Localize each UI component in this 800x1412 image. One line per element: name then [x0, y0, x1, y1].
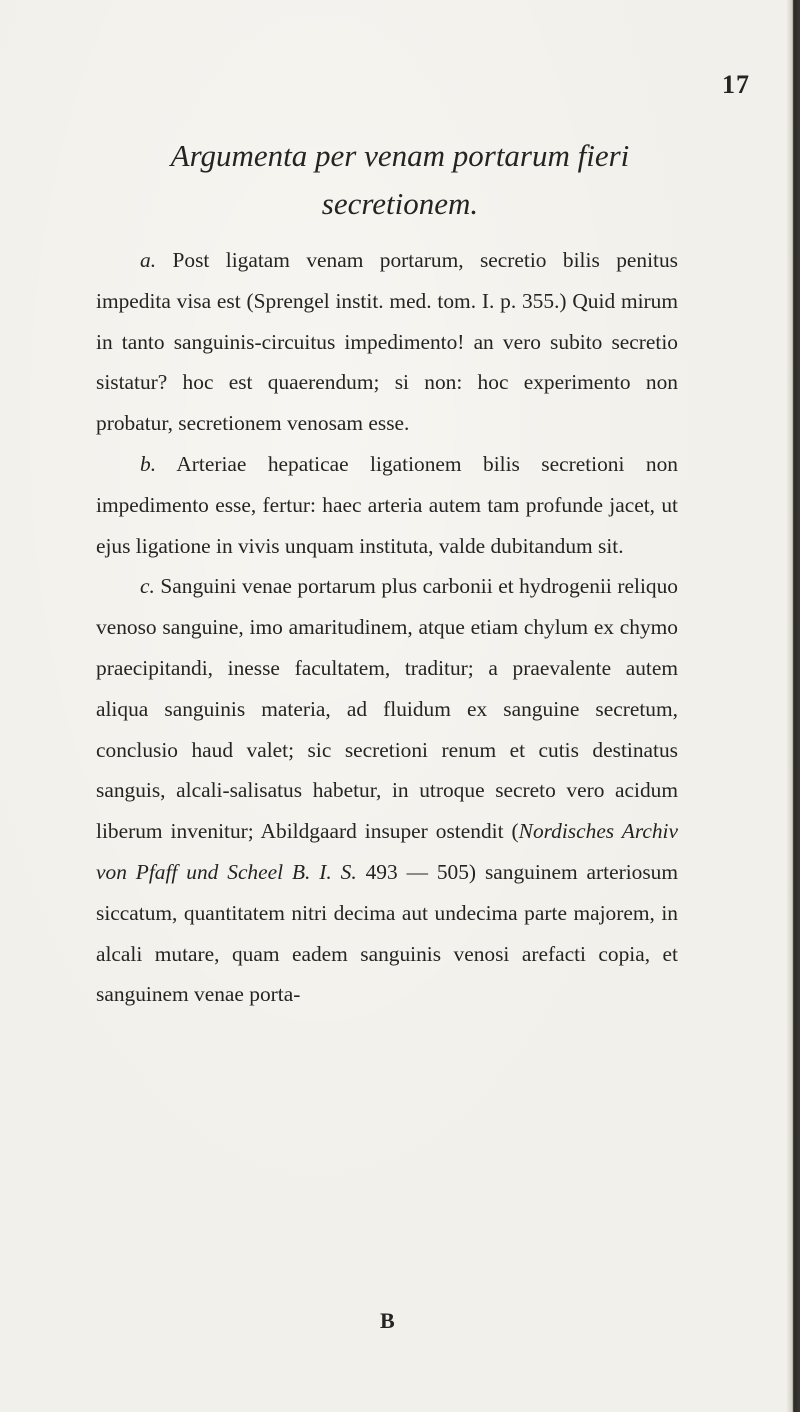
paragraph-a: [96, 240, 678, 444]
paragraph-label: a.: [140, 248, 157, 272]
paragraph-text-continued: 493 — 505) sanguinem arteriosum siccatum, quantitatem nitri decima aut undecima parte majorem, in alcali mutare, quam eadem sanguinis venosi arefacti copia, et sanguinem venae porta-: [96, 859, 678, 1007]
section-heading: Argumenta per venam portarum fieri secretionem.: [170, 138, 630, 221]
signature-mark: B: [380, 1308, 395, 1333]
citation-italic: Nordisches Archiv von Pfaff und Scheel B. I. S.: [96, 819, 678, 884]
paragraph-label: c.: [140, 574, 155, 599]
page-edge: [786, 0, 800, 1412]
paragraph-b: [96, 444, 678, 566]
paragraph-text: Post ligatam venam portarum, secretio bilis penitus impedita visa est (Sprengel instit. med. tom. I. p. 355.) Quid mirum in tanto sanguinis-circuitus impedimento! an vero subito secretio sistatur? hoc est quaerendum; si non: hoc experimento non probatur, secretionem venosam esse.: [96, 248, 678, 436]
paragraph-label: b.: [140, 451, 157, 476]
body-text: [96, 240, 678, 1015]
page-number: 17: [722, 70, 750, 99]
paragraph-c: [96, 566, 678, 1015]
paragraph-text: Arteriae hepaticae ligationem bilis secretioni non impedimento esse, fertur: haec arteria autem tam profunde jacet, ut ejus ligatione in vivis unquam instituta, valde dubitandum sit.: [96, 451, 678, 558]
paragraph-text: Sanguini venae portarum plus carbonii et hydrogenii reliquo venoso sanguine, imo amaritudinem, atque etiam chylum ex chymo praecipitandi, inesse facultatem, traditur; a praevalente autem aliqua sanguinis materia, ad fluidum ex sanguine secretum, conclusio haud valet; sic secretioni renum et cutis destinatus sanguis, alcali-salisatus habetur, in utroque secreto vero acidum liberum invenitur; Abildgaard insuper ostendit (: [96, 574, 678, 844]
